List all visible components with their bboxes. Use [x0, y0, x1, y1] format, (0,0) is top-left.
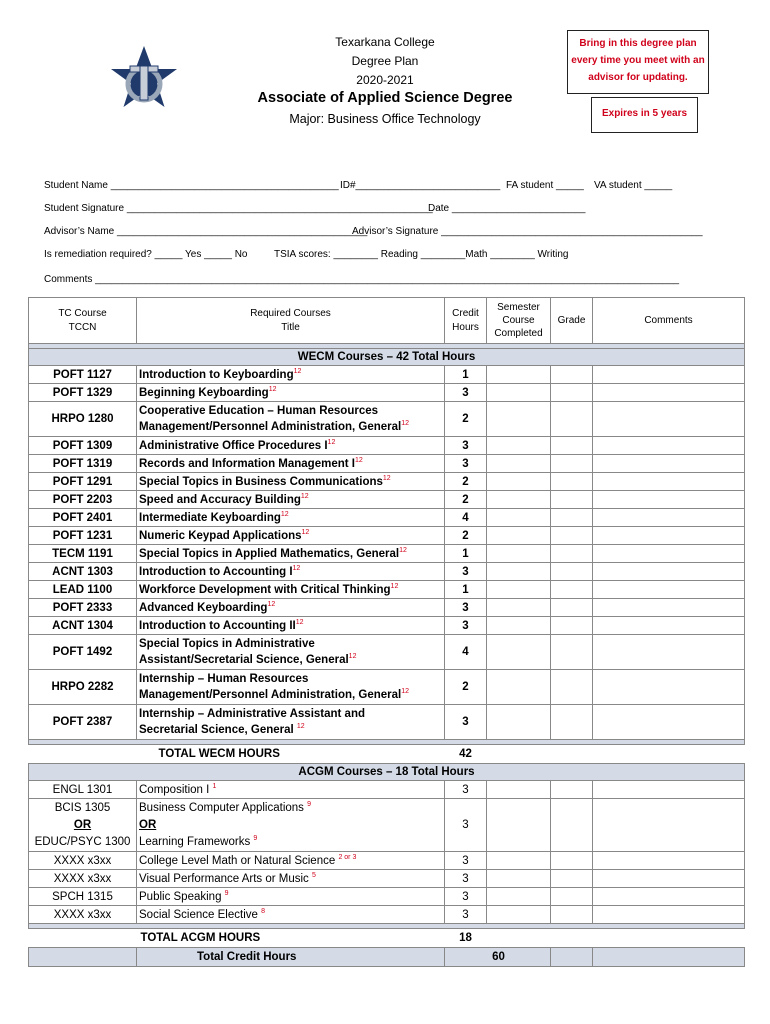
- course-title: Visual Performance Arts or Music: [139, 872, 312, 885]
- course-title: Introduction to Accounting II: [139, 619, 296, 632]
- course-title: Introduction to Accounting I: [139, 565, 293, 578]
- course-code: BCIS 1305: [54, 801, 111, 814]
- semester-completed-cell[interactable]: [487, 545, 551, 563]
- header-comments: Comments: [593, 298, 745, 344]
- credit-hours: 3: [445, 617, 487, 635]
- table-row: [29, 455, 745, 473]
- course-title: Composition I: [139, 783, 213, 796]
- course-title-cell: [137, 888, 445, 906]
- table-row: [29, 563, 745, 581]
- credit-hours: 2: [445, 473, 487, 491]
- table-row: [29, 402, 745, 437]
- advisor-name-field[interactable]: Advisor’s Name _____________________________________________: [44, 226, 368, 237]
- logo-t-stem: [140, 66, 148, 100]
- course-code: ACNT 1303: [29, 563, 137, 581]
- credit-hours: 3: [445, 888, 487, 906]
- footnote-marker: 5: [312, 871, 316, 879]
- document-type: Degree Plan: [351, 54, 419, 68]
- semester-completed-cell[interactable]: [487, 581, 551, 599]
- table-row: [29, 509, 745, 527]
- course-title: Introduction to Keyboarding: [139, 368, 294, 381]
- footnote-marker: 2 or 3: [338, 853, 357, 861]
- course-title-cell: [137, 799, 445, 852]
- semester-completed-cell[interactable]: [487, 705, 551, 740]
- credit-hours: 2: [445, 402, 487, 437]
- course-title-cell: [137, 509, 445, 527]
- course-code: TECM 1191: [29, 545, 137, 563]
- course-title-cell: [137, 852, 445, 870]
- expiration-notice-box: Expires in 5 years: [591, 97, 698, 133]
- course-title-cell: [137, 545, 445, 563]
- wecm-section-heading: [29, 349, 745, 366]
- comments-cell[interactable]: [593, 635, 745, 670]
- or-label: OR: [73, 818, 92, 831]
- semester-completed-cell[interactable]: [487, 402, 551, 437]
- semester-completed-cell[interactable]: [487, 906, 551, 924]
- comments-cell[interactable]: [593, 870, 745, 888]
- grade-cell[interactable]: [551, 705, 593, 740]
- course-code: POFT 1127: [29, 366, 137, 384]
- grade-cell[interactable]: [551, 491, 593, 509]
- course-title-cell: [137, 599, 445, 617]
- grade-cell[interactable]: [551, 509, 593, 527]
- header-credit: Credit Hours: [445, 298, 487, 344]
- date-field[interactable]: Date ________________________: [428, 203, 586, 214]
- course-title: Special Topics in Applied Mathematics, General: [139, 547, 400, 560]
- table-row: [29, 366, 745, 384]
- course-code-alt: EDUC/PSYC 1300: [34, 835, 131, 848]
- footnote-marker: 12: [295, 618, 304, 626]
- course-title: Records and Information Management I: [139, 457, 355, 470]
- comments-cell[interactable]: [593, 527, 745, 545]
- grade-cell[interactable]: [551, 473, 593, 491]
- footnote-marker: 12: [280, 510, 289, 518]
- header-semester: Semester Course Completed: [487, 298, 551, 344]
- course-title-cell: [137, 870, 445, 888]
- course-title-cont: Management/Personnel Administration, General: [139, 689, 402, 701]
- semester-completed-cell[interactable]: [487, 437, 551, 455]
- credit-hours: 3: [445, 455, 487, 473]
- footnote-marker: 12: [399, 546, 407, 554]
- acgm-section-heading: [29, 764, 745, 781]
- course-title: Business Computer Applications: [139, 801, 308, 814]
- grade-cell[interactable]: [551, 402, 593, 437]
- course-code: LEAD 1100: [29, 581, 137, 599]
- course-code-cell: [29, 888, 137, 906]
- advisor-notice-box: Bring in this degree plan every time you meet with an advisor for updating.: [567, 30, 709, 94]
- course-title-cell: [137, 705, 445, 740]
- credit-hours: 3: [445, 384, 487, 402]
- grand-total-value: 60: [445, 948, 551, 967]
- credit-hours: 4: [445, 635, 487, 670]
- comments-cell[interactable]: [593, 402, 745, 437]
- college-name: Texarkana College: [335, 35, 435, 49]
- semester-completed-cell[interactable]: [487, 473, 551, 491]
- course-title: Numeric Keypad Applications: [139, 529, 302, 542]
- grand-total-label: Total Credit Hours: [137, 948, 445, 967]
- degree-title: Associate of Applied Science Degree: [257, 90, 513, 106]
- credit-hours: 3: [445, 852, 487, 870]
- course-title-cell: [137, 455, 445, 473]
- course-title-cell: [137, 527, 445, 545]
- comments-cell[interactable]: [593, 563, 745, 581]
- footnote-marker: 12: [301, 528, 310, 536]
- course-title: Beginning Keyboarding: [139, 386, 269, 399]
- course-title-cell: [137, 617, 445, 635]
- comments-cell[interactable]: [593, 366, 745, 384]
- footnote-marker: 9: [307, 800, 312, 808]
- header-grade: Grade: [551, 298, 593, 344]
- grade-cell[interactable]: [551, 437, 593, 455]
- header-course: TC Course TCCN: [29, 298, 137, 344]
- table-row: [29, 781, 745, 799]
- course-title-cell: [137, 384, 445, 402]
- table-row: [29, 384, 745, 402]
- semester-completed-cell[interactable]: [487, 870, 551, 888]
- footnote-marker: 9: [224, 889, 229, 897]
- comments-cell[interactable]: [593, 781, 745, 799]
- footnote-marker: 12: [268, 385, 277, 393]
- grade-cell[interactable]: [551, 852, 593, 870]
- course-code-cell: [29, 906, 137, 924]
- wecm-total-label: TOTAL WECM HOURS: [158, 748, 280, 760]
- course-title-cell: [137, 437, 445, 455]
- footnote-marker: 12: [390, 582, 399, 590]
- grade-cell[interactable]: [551, 670, 593, 705]
- semester-completed-cell[interactable]: [487, 384, 551, 402]
- footnote-marker: 12: [382, 474, 391, 482]
- semester-completed-cell[interactable]: [487, 670, 551, 705]
- table-row: [29, 852, 745, 870]
- footnote-marker: 1: [212, 782, 217, 790]
- comments-cell[interactable]: [593, 906, 745, 924]
- acgm-total-row: [29, 929, 745, 948]
- grade-cell[interactable]: [551, 545, 593, 563]
- credit-hours: 3: [445, 563, 487, 581]
- course-title-cell: [137, 491, 445, 509]
- acgm-total-label: TOTAL ACGM HOURS: [140, 932, 261, 944]
- course-title: Social Science Elective: [139, 908, 262, 921]
- wecm-total-row: [29, 745, 745, 764]
- header-title: Required Courses Title: [137, 298, 445, 344]
- table-row: [29, 670, 745, 705]
- grade-cell[interactable]: [551, 384, 593, 402]
- semester-completed-cell[interactable]: [487, 888, 551, 906]
- course-title: Special Topics in Business Communications: [139, 475, 383, 488]
- fa-student-field[interactable]: FA student _____: [506, 180, 584, 191]
- grade-cell[interactable]: [551, 617, 593, 635]
- student-name-field[interactable]: Student Name _________________________________________: [44, 180, 339, 191]
- texarkana-college-logo: [108, 44, 180, 112]
- semester-completed-cell[interactable]: [487, 799, 551, 852]
- grade-cell[interactable]: [551, 906, 593, 924]
- table-header-row: [29, 298, 745, 344]
- table-row: [29, 473, 745, 491]
- comments-cell[interactable]: [593, 599, 745, 617]
- course-title: Administrative Office Procedures I: [139, 439, 328, 452]
- grade-cell[interactable]: [551, 563, 593, 581]
- course-code: POFT 1329: [29, 384, 137, 402]
- semester-completed-cell[interactable]: [487, 491, 551, 509]
- course-code: ENGL 1301: [52, 783, 113, 796]
- semester-completed-cell[interactable]: [487, 635, 551, 670]
- course-code: POFT 2333: [29, 599, 137, 617]
- comments-cell[interactable]: [593, 888, 745, 906]
- credit-hours: 3: [445, 781, 487, 799]
- course-title-cell: [137, 906, 445, 924]
- advisor-signature-field[interactable]: Advisor’s Signature _______________________________________________: [352, 226, 703, 237]
- course-code: XXXX x3xx: [53, 908, 112, 921]
- acgm-heading-text: ACGM Courses – 18 Total Hours: [29, 764, 745, 781]
- course-title: Public Speaking: [139, 890, 225, 903]
- student-id-field[interactable]: ID#__________________________: [340, 180, 501, 191]
- course-title: Special Topics in Administrative: [139, 638, 315, 650]
- grade-cell[interactable]: [551, 527, 593, 545]
- grade-cell[interactable]: [551, 799, 593, 852]
- course-title: Internship – Administrative Assistant and: [139, 708, 366, 720]
- comments-cell[interactable]: [593, 799, 745, 852]
- comments-cell[interactable]: [593, 384, 745, 402]
- semester-completed-cell[interactable]: [487, 366, 551, 384]
- semester-completed-cell[interactable]: [487, 617, 551, 635]
- course-code: SPCH 1315: [52, 890, 113, 903]
- remediation-field[interactable]: Is remediation required? _____ Yes _____ No: [44, 249, 248, 260]
- table-row: [29, 888, 745, 906]
- course-title-cell: [137, 635, 445, 670]
- credit-hours: 3: [445, 870, 487, 888]
- course-title-cell: [137, 473, 445, 491]
- course-code: ACNT 1304: [29, 617, 137, 635]
- course-code: POFT 2401: [29, 509, 137, 527]
- comments-cell[interactable]: [593, 617, 745, 635]
- table-row: [29, 581, 745, 599]
- course-code: POFT 1291: [29, 473, 137, 491]
- table-row: [29, 437, 745, 455]
- course-code: HRPO 2282: [29, 670, 137, 705]
- semester-completed-cell[interactable]: [487, 563, 551, 581]
- course-code-cell: [29, 781, 137, 799]
- comments-field[interactable]: Comments _________________________________________________________________________________________________________: [44, 274, 680, 285]
- course-title-cell: [137, 670, 445, 705]
- credit-hours: 2: [445, 491, 487, 509]
- course-title: Advanced Keyboarding: [139, 601, 268, 614]
- table-row: [29, 870, 745, 888]
- footnote-marker: 12: [300, 492, 309, 500]
- grade-cell[interactable]: [551, 455, 593, 473]
- credit-hours: 4: [445, 509, 487, 527]
- comments-cell[interactable]: [593, 509, 745, 527]
- course-title-cont: Management/Personnel Administration, General: [139, 421, 402, 433]
- table-row: [29, 705, 745, 740]
- degree-plan-table: [28, 297, 745, 967]
- semester-completed-cell[interactable]: [487, 781, 551, 799]
- semester-completed-cell[interactable]: [487, 599, 551, 617]
- semester-completed-cell[interactable]: [487, 527, 551, 545]
- table-row: [29, 906, 745, 924]
- footnote-marker: 12: [348, 653, 357, 661]
- table-row: [29, 599, 745, 617]
- table-row: [29, 799, 745, 852]
- table-row: [29, 545, 745, 563]
- course-title: Intermediate Keyboarding: [139, 511, 281, 524]
- catalog-year: 2020-2021: [356, 73, 414, 87]
- credit-hours: 3: [445, 437, 487, 455]
- grade-cell[interactable]: [551, 366, 593, 384]
- course-title-cell: [137, 563, 445, 581]
- course-code-cell: [29, 870, 137, 888]
- table-row: [29, 635, 745, 670]
- credit-hours: 2: [445, 527, 487, 545]
- course-title-cell: [137, 781, 445, 799]
- comments-cell[interactable]: [593, 545, 745, 563]
- credit-hours: 1: [445, 366, 487, 384]
- credit-hours: 3: [445, 599, 487, 617]
- course-title: College Level Math or Natural Science: [139, 854, 339, 867]
- course-title-cont: Assistant/Secretarial Science, General: [139, 654, 349, 666]
- course-code-cell: [29, 799, 137, 852]
- course-title-alt: Learning Frameworks: [139, 835, 254, 848]
- course-title-cell: [137, 402, 445, 437]
- major-label: Major: Business Office Technology: [289, 112, 481, 126]
- footnote-marker: 12: [401, 420, 410, 428]
- wecm-heading-text: WECM Courses – 42 Total Hours: [29, 349, 745, 366]
- semester-completed-cell[interactable]: [487, 852, 551, 870]
- course-code: POFT 2387: [29, 705, 137, 740]
- course-title: Speed and Accuracy Building: [139, 493, 301, 506]
- course-code: POFT 1492: [29, 635, 137, 670]
- course-code: HRPO 1280: [29, 402, 137, 437]
- table-row: [29, 491, 745, 509]
- course-title: Internship – Human Resources: [139, 673, 309, 685]
- course-code: POFT 1319: [29, 455, 137, 473]
- footnote-marker: 12: [292, 564, 301, 572]
- acgm-total-value: 18: [459, 932, 472, 944]
- course-title-cell: [137, 581, 445, 599]
- wecm-total-value: 42: [459, 748, 472, 760]
- footnote-marker: 12: [327, 438, 336, 446]
- grade-cell[interactable]: [551, 635, 593, 670]
- semester-completed-cell[interactable]: [487, 509, 551, 527]
- footnote-marker: 12: [401, 688, 410, 696]
- course-code: POFT 2203: [29, 491, 137, 509]
- credit-hours: 1: [445, 545, 487, 563]
- va-student-field[interactable]: VA student _____: [594, 180, 673, 191]
- grade-cell[interactable]: [551, 888, 593, 906]
- grade-cell[interactable]: [551, 581, 593, 599]
- credit-hours: 3: [445, 705, 487, 740]
- grand-total-row: [29, 948, 745, 967]
- course-code: XXXX x3xx: [53, 854, 112, 867]
- or-label: OR: [139, 818, 157, 831]
- comments-cell[interactable]: [593, 852, 745, 870]
- grade-cell[interactable]: [551, 781, 593, 799]
- table-row: [29, 617, 745, 635]
- course-title-cont: Secretarial Science, General: [139, 724, 297, 736]
- grade-cell[interactable]: [551, 870, 593, 888]
- credit-hours: 1: [445, 581, 487, 599]
- course-code: POFT 1309: [29, 437, 137, 455]
- comments-cell[interactable]: [593, 491, 745, 509]
- credit-hours: 2: [445, 670, 487, 705]
- comments-cell[interactable]: [593, 670, 745, 705]
- credit-hours: 3: [445, 799, 487, 852]
- course-title: Workforce Development with Critical Thinking: [139, 583, 391, 596]
- tsia-scores-field[interactable]: TSIA scores: ________ Reading ________Math ________ Writing: [274, 249, 569, 260]
- footnote-marker: 8: [261, 907, 265, 915]
- comments-cell[interactable]: [593, 437, 745, 455]
- comments-cell[interactable]: [593, 705, 745, 740]
- footnote-marker: 12: [267, 600, 276, 608]
- course-title-cell: [137, 366, 445, 384]
- footnote-marker: 9: [253, 834, 258, 842]
- comments-cell[interactable]: [593, 581, 745, 599]
- credit-hours: 3: [445, 906, 487, 924]
- course-title: Cooperative Education – Human Resources: [139, 405, 379, 417]
- footnote-marker: 12: [293, 367, 302, 375]
- course-code-cell: [29, 852, 137, 870]
- course-code: POFT 1231: [29, 527, 137, 545]
- grade-cell[interactable]: [551, 599, 593, 617]
- footnote-marker: 12: [296, 723, 305, 731]
- comments-cell[interactable]: [593, 455, 745, 473]
- course-code: XXXX x3xx: [53, 872, 112, 885]
- footnote-marker: 12: [354, 456, 363, 464]
- comments-cell[interactable]: [593, 473, 745, 491]
- table-row: [29, 527, 745, 545]
- student-signature-field[interactable]: Student Signature _______________________________________________________: [44, 203, 433, 214]
- semester-completed-cell[interactable]: [487, 455, 551, 473]
